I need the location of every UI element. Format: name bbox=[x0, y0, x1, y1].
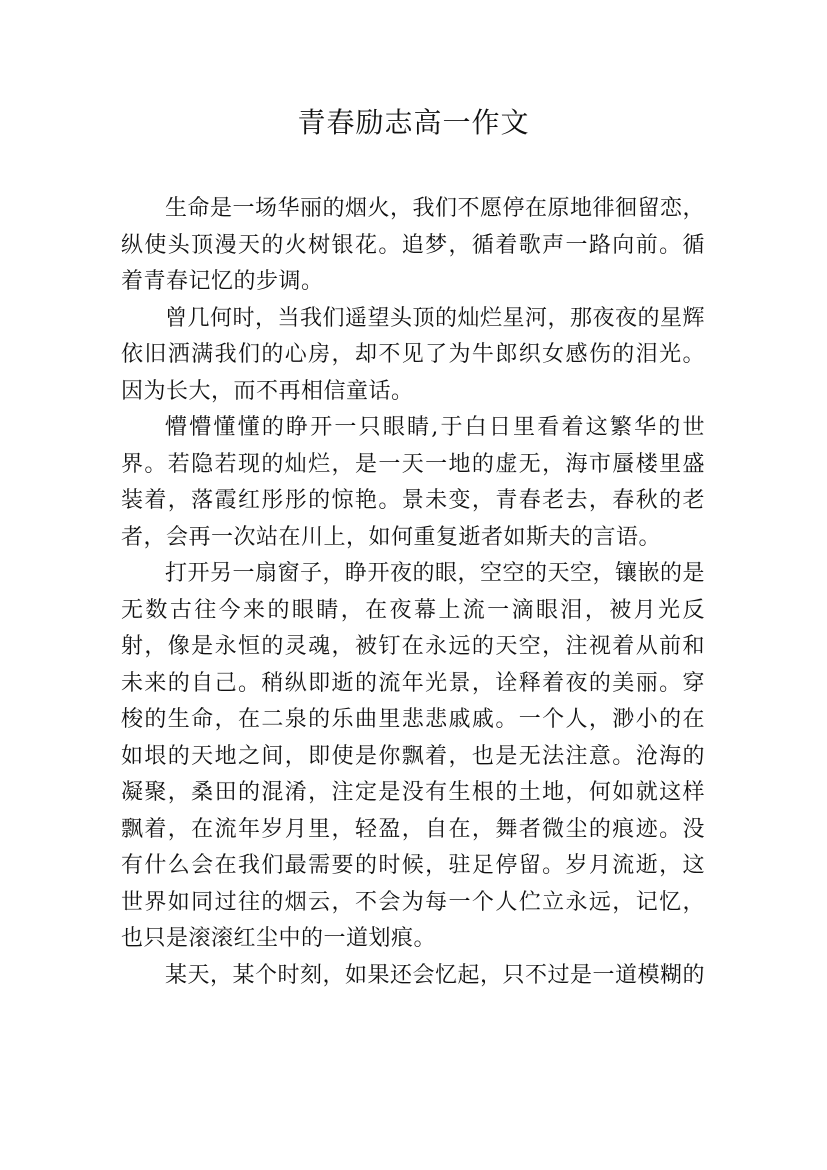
document-body bbox=[121, 191, 705, 994]
paragraph: 打开另一扇窗子，睁开夜的眼，空空的天空，镶嵌的是无数古往今来的眼睛，在夜幕上流一滴眼泪，被月光反射，像是永恒的灵魂，被钉在永远的天空，注视着从前和未来的自己。稍纵即逝的流年光景，诠释着夜的美丽。穿梭的生命，在二泉的乐曲里悲悲戚戚。一个人，渺小的在如垠的天地之间，即使是你飘着，也是无法注意。沧海的凝聚，桑田的混淆，注定是没有生根的土地，何如就这样飘着，在流年岁月里，轻盈，自在，舞者微尘的痕迹。没有什么会在我们最需要的时候，驻足停留。岁月流逝，这世界如同过往的烟云，不会为每一个人伫立永远，记忆，也只是滚滚红尘中的一道划痕。 bbox=[121, 561, 706, 951]
paragraph: 某天，某个时刻，如果还会忆起，只不过是一道模糊的 bbox=[165, 962, 706, 988]
document-title: 青春励志高一作文 bbox=[297, 106, 530, 139]
paragraph: 懵懵懂懂的睁开一只眼睛,于白日里看着这繁华的世界。若隐若现的灿烂，是一天一地的虚无，海市蜃楼里盛装着，落霞红彤彤的惊艳。景未变，青春老去，春秋的老者，会再一次站在川上，如何重复逝者如斯夫的言语。 bbox=[121, 415, 705, 550]
paragraph: 生命是一场华丽的烟火，我们不愿停在原地徘徊留恋，纵使头顶漫天的火树银花。追梦，循着歌声一路向前。循着青春记忆的步调。 bbox=[121, 196, 706, 294]
paragraph: 曾几何时，当我们遥望头顶的灿烂星河，那夜夜的星辉依旧洒满我们的心房，却不见了为牛郎织女感伤的泪光。因为长大，而不再相信童话。 bbox=[121, 305, 706, 404]
